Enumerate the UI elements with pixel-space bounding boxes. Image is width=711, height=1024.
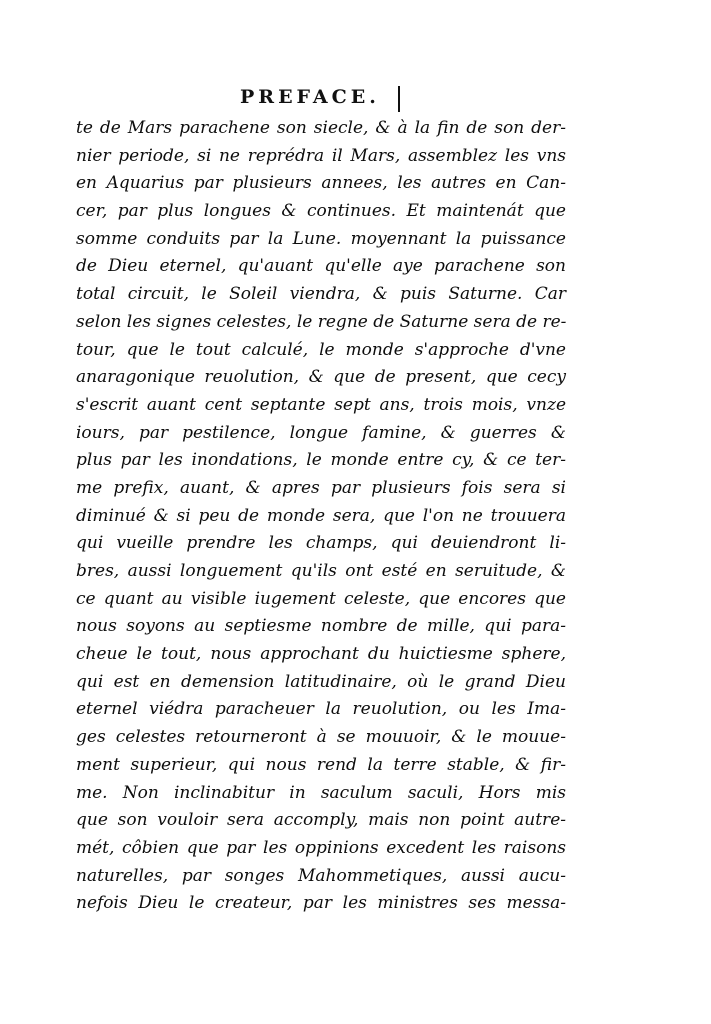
- text-line: de Dieu eternel, qu'auant qu'elle aye parachene son: [76, 256, 566, 277]
- text-line: qui vueille prendre les champs, qui deuiendront li-: [76, 533, 566, 554]
- text-line: total circuit, le Soleil viendra, & puis Saturne. Car: [76, 284, 566, 305]
- body-text: [76, 115, 566, 918]
- text-line: diminué & si peu de monde sera, que l'on ne trouuera: [76, 505, 566, 526]
- text-line: ges celestes retourneront à se mouuoir, & le mouue-: [76, 727, 566, 748]
- text-line: bres, aussi longuement qu'ils ont esté en seruitude, &: [76, 561, 566, 581]
- text-line: nier periode, si ne reprédra il Mars, assemblez les vns: [76, 145, 566, 166]
- text-line: mét, côbien que par les oppinions excedent les raisons: [76, 837, 566, 858]
- text-line: ment superieur, qui nous rend la terre stable, & fir-: [76, 754, 566, 775]
- text-line: nous soyons au septiesme nombre de mille, qui para-: [76, 616, 566, 637]
- text-line: plus par les inondations, le monde entre cy, & ce ter-: [76, 450, 566, 471]
- text-line: selon les signes celestes, le regne de Saturne sera de re-: [76, 311, 567, 332]
- text-line: eternel viédra paracheuer la reuolution, ou les Ima-: [76, 699, 566, 720]
- text-line: te de Mars parachene son siecle, & à la fin de son der-: [76, 118, 566, 138]
- text-line: qui est en demension latitudinaire, où le grand Dieu: [76, 671, 566, 692]
- text-line: cer, par plus longues & continues. Et maintenát que: [76, 201, 566, 222]
- text-line: cheue le tout, nous approchant du huictiesme sphere,: [76, 644, 566, 665]
- text-line: me prefix, auant, & apres par plusieurs fois sera si: [76, 477, 566, 498]
- text-line: en Aquarius par plusieurs annees, les autres en Can-: [76, 173, 566, 194]
- text-line: que son vouloir sera accomply, mais non point autre-: [76, 810, 566, 831]
- text-line: s'escrit auant cent septante sept ans, trois mois, vnze: [76, 394, 566, 415]
- text-line: anaragonique reuolution, & que de present, que cecy: [76, 367, 566, 388]
- text-line: nefois Dieu le createur, par les ministres ses messa-: [76, 893, 566, 914]
- text-line: somme conduits par la Lune. moyennant la puissance: [76, 228, 566, 249]
- text-line: ce quant au visible iugement celeste, que encores que: [76, 588, 566, 609]
- running-head: PREFACE.: [240, 86, 380, 108]
- text-line: iours, par pestilence, longue famine, & guerres &: [76, 422, 566, 443]
- text-line: naturelles, par songes Mahommetiques, aussi aucu-: [76, 865, 566, 886]
- gutter-rule: [398, 86, 400, 112]
- text-line: me. Non inclinabitur in saculum saculi, Hors mis: [76, 782, 566, 803]
- text-line: tour, que le tout calculé, le monde s'approche d'vne: [76, 339, 566, 360]
